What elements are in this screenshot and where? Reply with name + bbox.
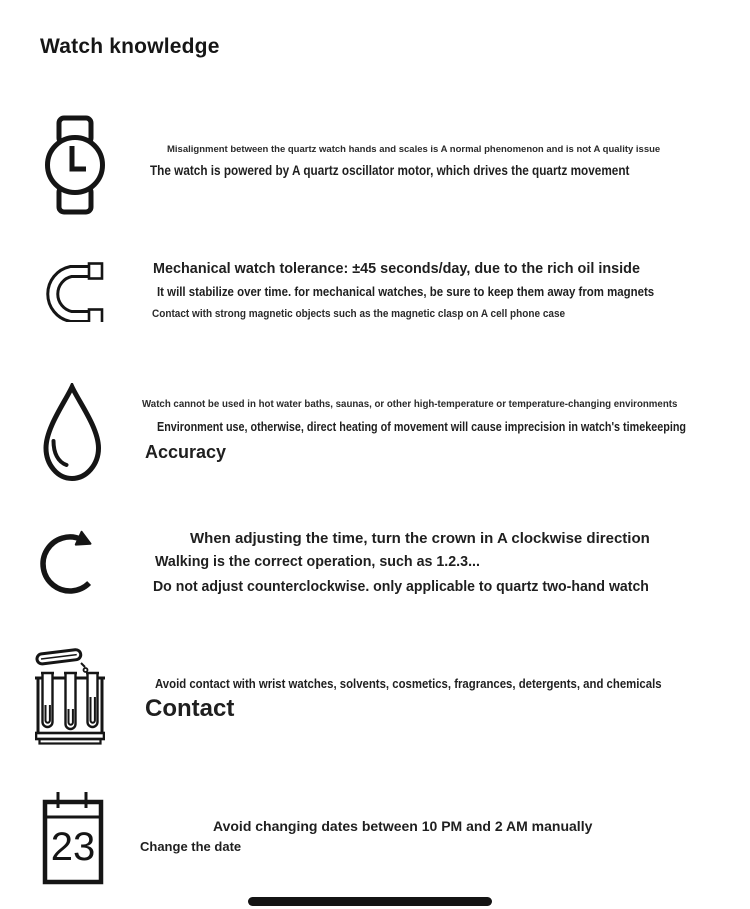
caption-turn-crown-clockwise: When adjusting the time, turn the crown in A clockwise direction — [190, 530, 650, 547]
caption-direct-heating: Environment use, otherwise, direct heating of movement will cause imprecision in watch's timekeeping — [157, 419, 687, 434]
caption-hot-water: Watch cannot be used in hot water baths, saunas, or other high-temperature or temperature-changing environments — [142, 399, 678, 410]
clockwise-arrow-icon — [38, 524, 105, 602]
page-title: Watch knowledge — [40, 35, 220, 58]
caption-mechanical-tolerance: Mechanical watch tolerance: ±45 seconds/day, due to the rich oil inside — [153, 260, 640, 277]
label-change-the-date: Change the date — [140, 839, 242, 854]
caption-magnetic-objects: Contact with strong magnetic objects such as the magnetic clasp on A cell phone case — [152, 308, 566, 320]
magnet-icon — [40, 262, 104, 322]
calendar-day: 23 — [50, 825, 96, 869]
calendar-icon — [42, 790, 104, 885]
caption-walking-operation: Walking is the correct operation, such as 1.2.3... — [155, 553, 480, 570]
caption-keep-away-magnets: It will stabilize over time. for mechanical watches, be sure to keep them away from magnets — [157, 284, 655, 299]
test-tubes-icon — [35, 645, 105, 745]
watch-icon — [45, 115, 105, 215]
caption-no-counterclockwise: Do not adjust counterclockwise. only applicable to quartz two-hand watch — [153, 578, 649, 595]
home-indicator[interactable] — [248, 897, 492, 906]
caption-avoid-date-change: Avoid changing dates between 10 PM and 2 AM manually — [213, 818, 593, 834]
label-contact: Contact — [145, 695, 235, 722]
water-drop-icon — [38, 383, 107, 483]
caption-avoid-chemicals: Avoid contact with wrist watches, solvents, cosmetics, fragrances, detergents, and chemicals — [155, 677, 662, 691]
caption-quartz-misalignment: Misalignment between the quartz watch hands and scales is A normal phenomenon and is not A quality issue — [167, 144, 661, 155]
caption-quartz-movement: The watch is powered by A quartz oscillator motor, which drives the quartz movement — [150, 162, 630, 178]
label-accuracy: Accuracy — [145, 442, 227, 462]
